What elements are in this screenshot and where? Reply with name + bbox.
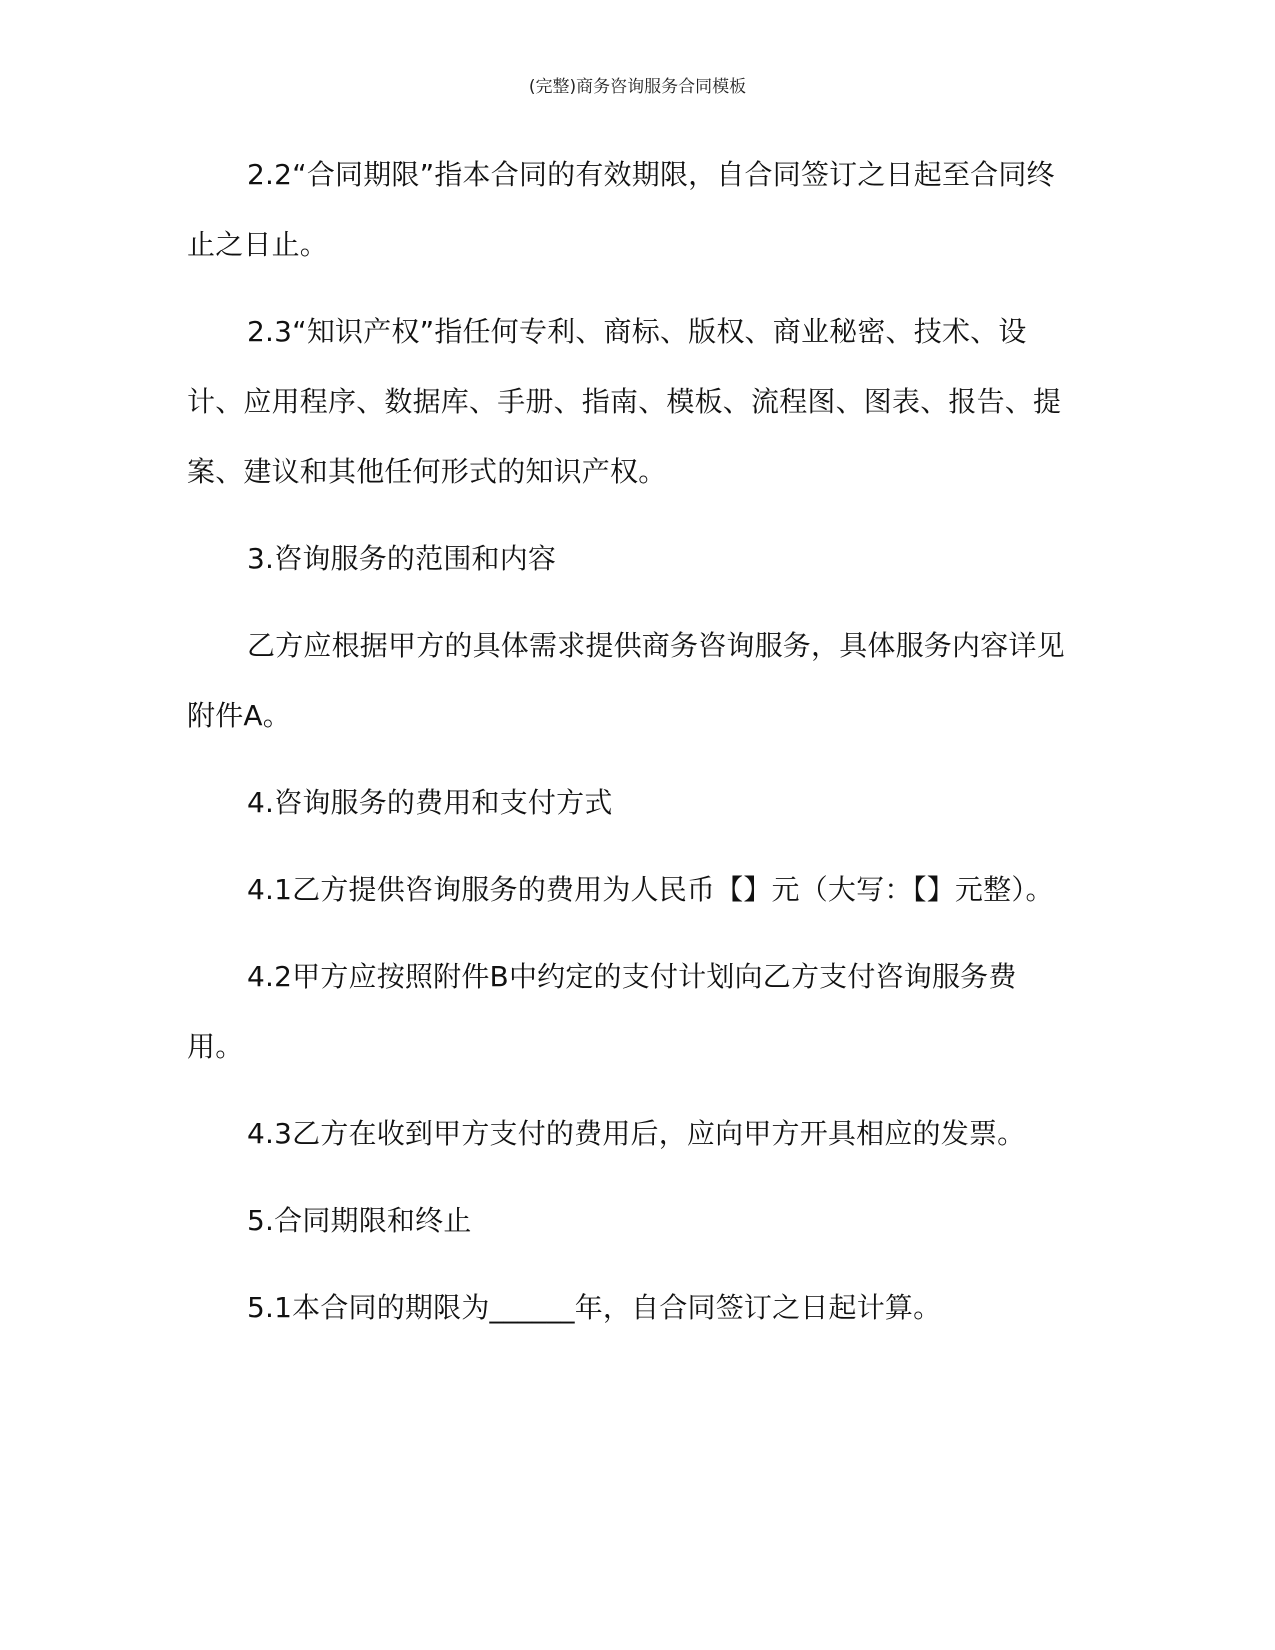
section-5-heading: 5.合同期限和终止 <box>247 1204 472 1237</box>
page-header-title: (完整)商务咨询服务合同模板 <box>528 77 747 97</box>
clause-4-2: 4.2甲方应按照附件B中约定的支付计划向乙方支付咨询服务费用。 <box>187 960 1017 1063</box>
clause-2-2: 2.2“合同期限”指本合同的有效期限，自合同签订之日起至合同终止之日止。 <box>187 158 1055 261</box>
clause-5-1: 5.1本合同的期限为______年，自合同签订之日起计算。 <box>247 1291 942 1324</box>
clause-2-3: 2.3“知识产权”指任何专利、商标、版权、商业秘密、技术、设计、应用程序、数据库、手册、指南、模板、流程图、图表、报告、提案、建议和其他任何形式的知识产权。 <box>187 315 1062 488</box>
clause-4-1: 4.1乙方提供咨询服务的费用为人民币【】元（大写：【】元整）。 <box>247 873 1054 906</box>
section-4-heading: 4.咨询服务的费用和支付方式 <box>247 786 613 819</box>
clause-4-3: 4.3乙方在收到甲方支付的费用后，应向甲方开具相应的发票。 <box>247 1117 1026 1150</box>
document-body <box>187 140 1067 1360</box>
section-3-body: 乙方应根据甲方的具体需求提供商务咨询服务，具体服务内容详见附件A。 <box>187 629 1065 732</box>
section-3-heading: 3.咨询服务的范围和内容 <box>247 542 557 575</box>
